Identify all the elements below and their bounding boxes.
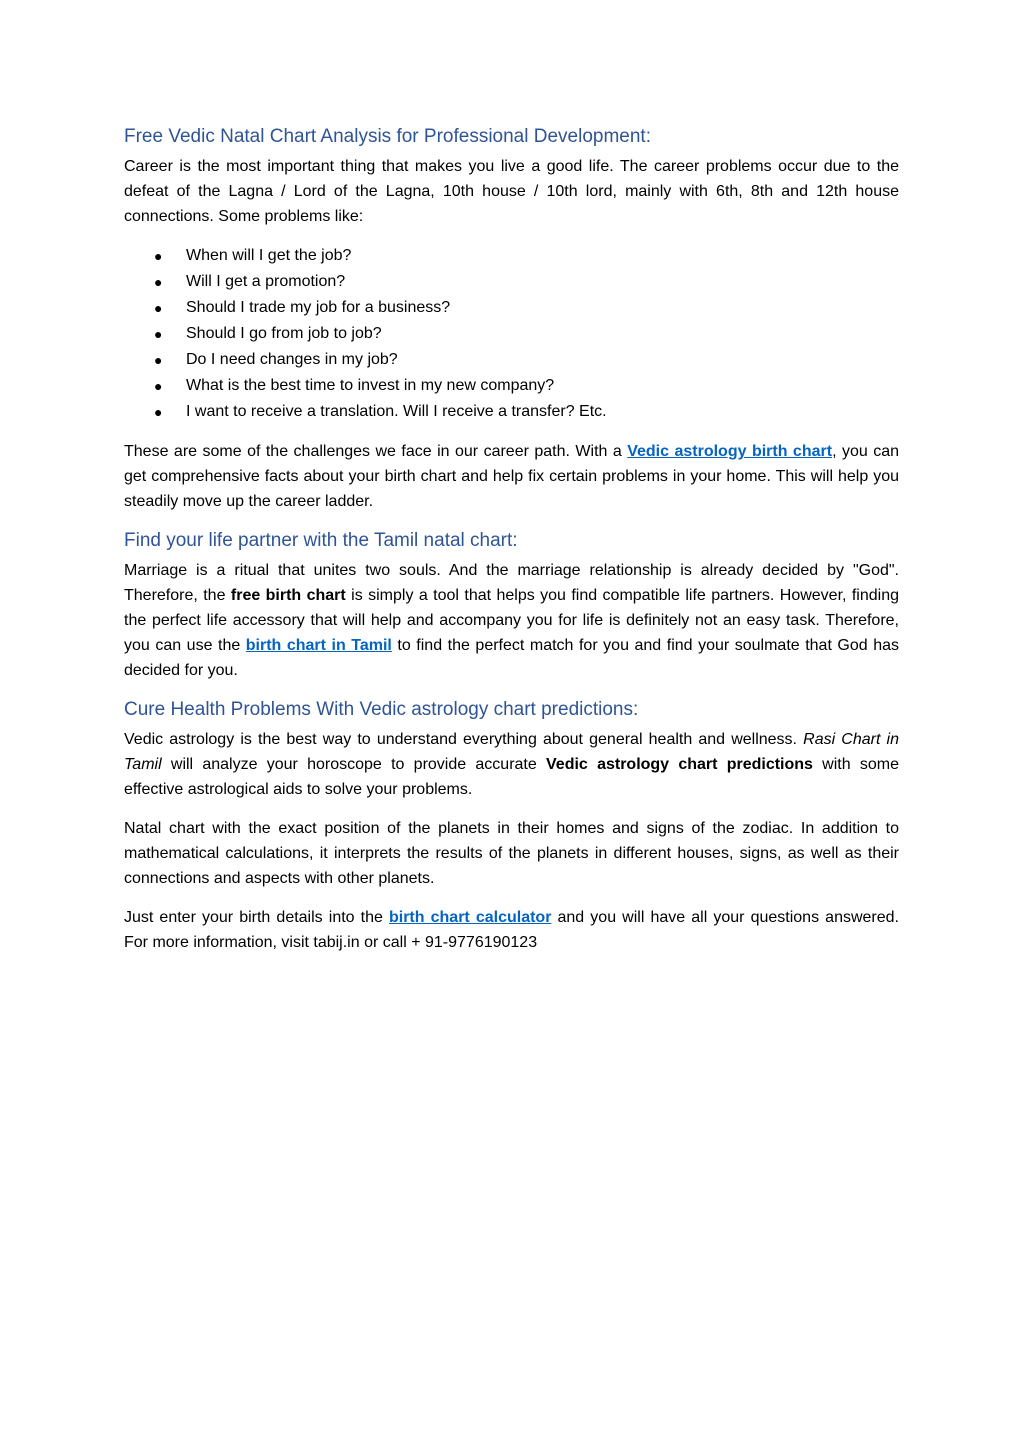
list-item: ● I want to receive a translation. Will I receive a transfer? Etc. <box>124 399 899 425</box>
section-heading: Free Vedic Natal Chart Analysis for Professional Development: <box>124 126 651 147</box>
list-item: ● Do I need changes in my job? <box>124 347 899 373</box>
list-item: ● Should I go from job to job? <box>124 321 899 347</box>
bullet-icon: ● <box>154 352 163 368</box>
section-health-problems <box>124 697 899 955</box>
list-item: ● Should I trade my job for a business? <box>124 295 899 321</box>
vedic-astrology-birth-chart-link[interactable]: Vedic astrology birth chart <box>627 443 833 460</box>
birth-chart-calculator-link[interactable]: birth chart calculator <box>388 909 552 926</box>
paragraph: Just enter your birth details into the birth chart calculator and you will have all your questions answered. For more information, visit tabij.in or call + 91-9776190123 <box>124 909 899 951</box>
bullet-icon: ● <box>154 378 163 394</box>
paragraph: These are some of the challenges we face in our career path. With a Vedic astrology birth chart, you can get comprehensive facts about your birth chart and help fix certain problems in your home. This will help you steadily move up the career ladder. <box>124 443 900 510</box>
document-content <box>124 124 899 955</box>
bullet-icon: ● <box>154 300 163 316</box>
paragraph: Natal chart with the exact position of the planets in their homes and signs of the zodiac. In addition to mathematical calculations, it interprets the results of the planets in different houses, signs, as well as their connections and aspects with other planets. <box>124 820 899 887</box>
section-professional-development <box>124 124 899 514</box>
section-life-partner <box>124 528 899 683</box>
bullet-icon: ● <box>154 404 163 420</box>
list-item: ● What is the best time to invest in my new company? <box>124 373 899 399</box>
problem-list <box>124 243 899 425</box>
bold-text: free birth chart <box>230 587 346 604</box>
list-item: ● When will I get the job? <box>124 243 899 269</box>
paragraph: Vedic astrology is the best way to understand everything about general health and wellness. Rasi Chart in Tamil will analyze your horoscope to provide accurate Vedic astrology chart predictions with some effective astrological aids to solve your problems. <box>124 731 900 798</box>
bold-text: Vedic astrology chart predictions <box>546 756 813 773</box>
section-heading: Find your life partner with the Tamil natal chart: <box>124 530 518 551</box>
birth-chart-in-tamil-link[interactable]: birth chart in Tamil <box>245 637 392 654</box>
section-heading: Cure Health Problems With Vedic astrology chart predictions: <box>124 699 639 720</box>
italic-text: Rasi Chart in Tamil <box>124 731 899 773</box>
bullet-icon: ● <box>154 274 163 290</box>
paragraph: Marriage is a ritual that unites two souls. And the marriage relationship is already decided by "God". Therefore, the free birth chart is simply a tool that helps you find compatible life partners. However, finding the perfect life accessory that will help and accompany you for life is definitely not an easy task. Therefore, you can use the birth chart in Tamil to find the perfect match for you and find your soulmate that God has decided for you. <box>124 562 900 679</box>
bullet-icon: ● <box>154 326 163 342</box>
bullet-icon: ● <box>154 248 163 264</box>
paragraph: Career is the most important thing that makes you live a good life. The career problems occur due to the defeat of the Lagna / Lord of the Lagna, 10th house / 10th lord, mainly with 6th, 8th and 12th house connections. Some problems like: <box>124 158 899 225</box>
list-item: ● Will I get a promotion? <box>124 269 899 295</box>
